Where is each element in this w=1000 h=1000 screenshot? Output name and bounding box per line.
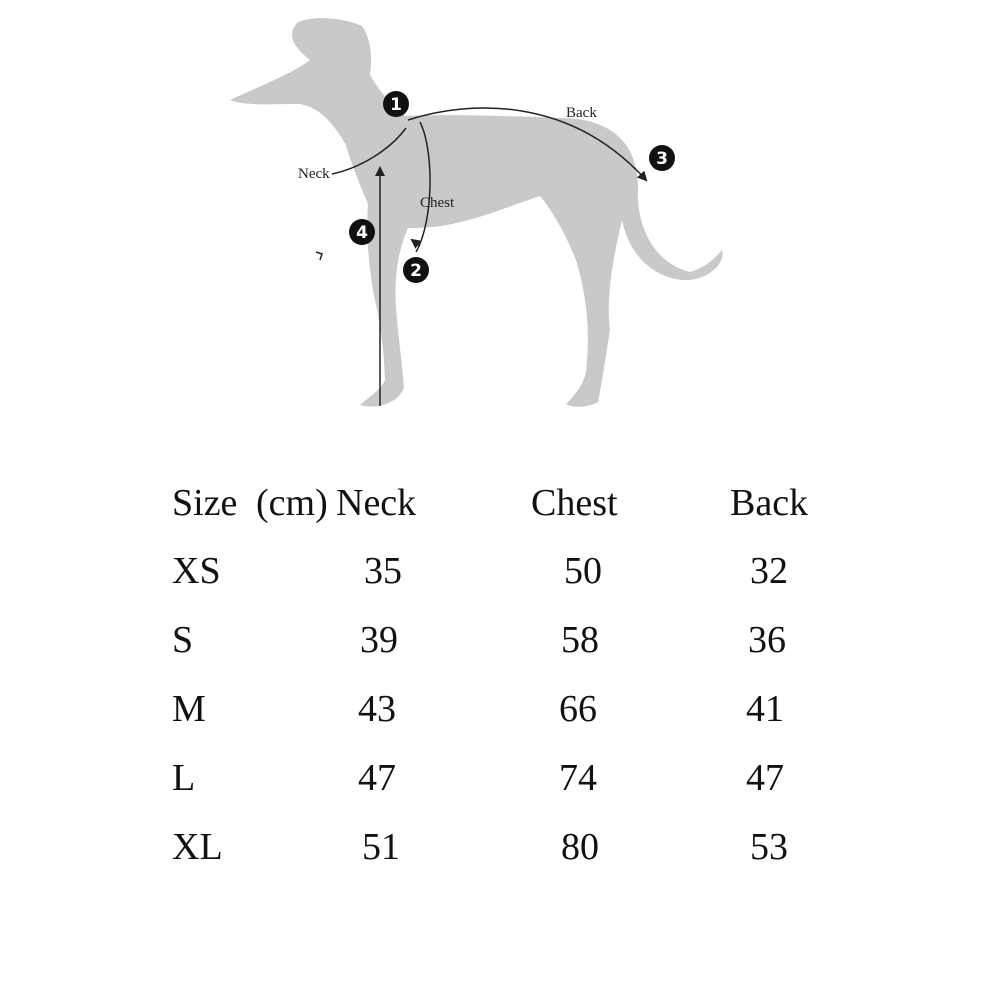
row-back-value: 32 [750,550,788,592]
marker-4 [349,219,375,245]
svg-text:1: 1 [390,95,402,115]
row-size: M [172,688,206,730]
row-neck-value: 39 [360,619,398,661]
marker-3 [649,145,675,171]
svg-text:2: 2 [410,261,422,281]
header-chest: Chest [531,482,618,524]
header-back: Back [730,482,809,524]
dog-measurement-diagram [0,0,1000,440]
marker-2 [403,257,429,283]
row-chest-value: 58 [561,619,599,661]
marker-1 [383,91,409,117]
svg-text:3: 3 [656,149,668,169]
size-chart-table [0,470,1000,870]
row-back-value: 53 [750,826,788,868]
row-chest-value: 80 [561,826,599,868]
row-back-value: 47 [746,757,784,799]
greyhound-silhouette [230,18,722,407]
row-size: S [172,619,194,661]
row-neck-value: 35 [364,550,402,592]
row-chest-value: 66 [559,688,597,730]
row-chest-value: 74 [559,757,597,799]
row-neck-value: 51 [362,826,400,868]
header-neck: Neck [336,482,417,524]
svg-text:4: 4 [356,223,368,243]
header-unit: (cm) [256,482,328,524]
row-size: XL [172,826,223,868]
row-chest-value: 50 [564,550,602,592]
row-size: L [172,757,196,799]
row-size: XS [172,550,221,592]
row-neck-value: 47 [358,757,396,799]
row-back-value: 36 [748,619,786,661]
label-chest: Chest [420,195,455,211]
label-back: Back [566,105,597,121]
header-size: Size [172,482,238,524]
row-neck-value: 43 [358,688,396,730]
label-neck: Neck [298,166,330,182]
row-back-value: 41 [746,688,784,730]
